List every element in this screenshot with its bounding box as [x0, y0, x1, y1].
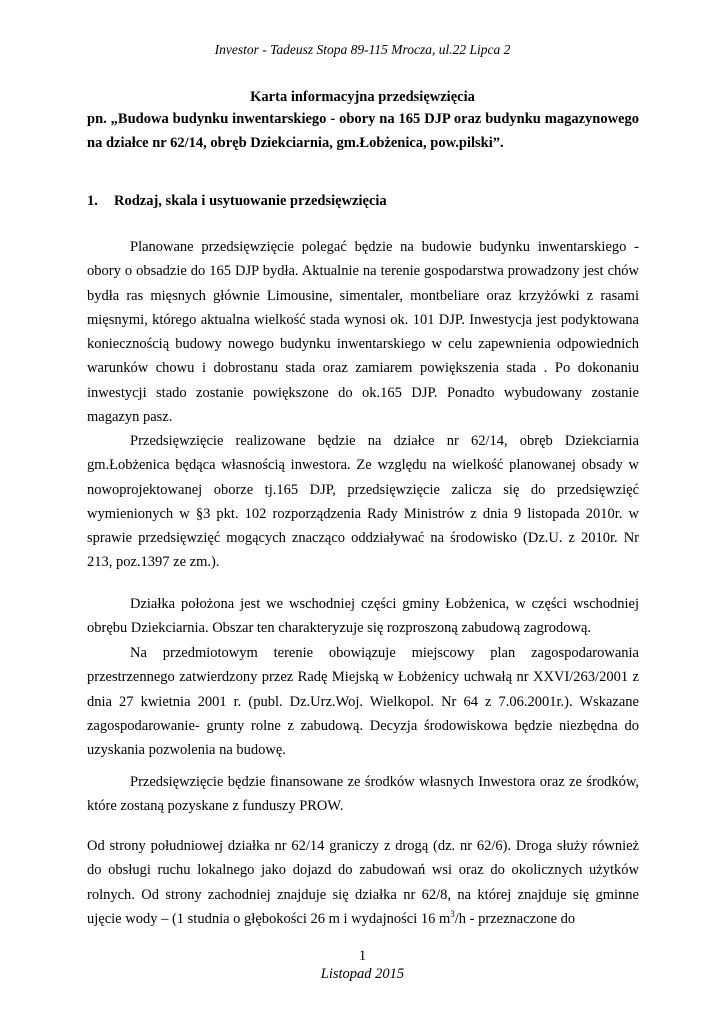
paragraph-surroundings: [87, 834, 639, 931]
document-subtitle: pn. „Budowa budynku inwentarskiego - obory na 165 DJP oraz budynku magazynowego na działce nr 62/14, obręb Dziekciarnia, gm.Łobżenica, pow.pilski”.: [87, 111, 639, 151]
paragraph-funding: Przedsięwzięcie będzie finansowane ze środków własnych Inwestora oraz ze środków, które zostaną pozyskane z funduszy PROW.: [87, 774, 639, 815]
paragraph-plot: Działka położona jest we wschodniej części gminy Łobżenica, w części wschodniej obrębu Dziekciarnia. Obszar ten charakteryzuje się rozproszoną zabudową zagrodową.: [87, 596, 639, 637]
page-header: Investor - Tadeusz Stopa 89-115 Mrocza, ul.22 Lipca 2: [214, 42, 511, 57]
paragraph-location: Przedsięwzięcie realizowane będzie na działce nr 62/14, obręb Dziekciarnia gm.Łobżenica będąca własnością inwestora. Ze względu na wielkość planowanej obsady w nowoprojektowanej oborze tj.165 DJP, przedsięwzięcie zalicza się do przedsięwzięć wymienionych w §3 pkt. 102 rozporządzenia Rady Ministrów z dnia 9 listopada 2010r. w sprawie przedsięwzięć mogących znacząco oddziaływać na środowisko (Dz.U. z 2010r. Nr 213, poz.1397 ze zm.).: [87, 433, 639, 571]
paragraph-surroundings-text: Od strony południowej działka nr 62/14 graniczy z drogą (dz. nr 62/6). Droga służy również do obsługi ruchu lokalnego jako dojazd do zabudowań wsi oraz do okolicznych użytków rolnych. Od strony zachodniej znajduje się działka nr 62/8, na której znajduje się gminne ujęcie wody – (1 studnia o głębokości 26 m i wydajności 16 m: [87, 838, 639, 927]
document-title: Karta informacyjna przedsięwzięcia: [250, 89, 475, 105]
paragraph-description: Planowane przedsięwzięcie polegać będzie na budowie budynku inwentarskiego - obory o obsadzie do 165 DJP bydła. Aktualnie na terenie gospodarstwa prowadzony jest chów bydła ras mięsnych głównie Limousine, simentaler, montbeliare oraz krzyżówki z rasami mięsnymi, którego aktualna wielkość stada wynosi ok. 101 DJP. Inwestycja jest podyktowana koniecznością budowy nowego budynku inwentarskiego w celu zapewnienia odpowiednich warunków chowu i dobrostanu stada oraz zamiarem powiększenia stada . Po dokonaniu inwestycji stado zostanie powiększone do ok.165 DJP. Ponadto wybudowany zostanie magazyn pasz.: [87, 239, 639, 426]
section-heading: [87, 193, 387, 210]
footer-date: Listopad 2015: [320, 966, 405, 982]
page-number: 1: [358, 948, 367, 964]
section-title: Rodzaj, skala i usytuowanie przedsięwzięcia: [114, 193, 387, 209]
paragraph-zoning: Na przedmiotowym terenie obowiązuje miejscowy plan zagospodarowania przestrzennego zatwierdzony przez Radę Miejską w Łobżenicy uchwałą nr XXVI/263/2001 z dnia 27 kwietnia 2001 r. (publ. Dz.Urz.Woj. Wielkopol. Nr 64 z 7.06.2001r.). Wskazane zagospodarowanie- grunty rolne z zabudową. Decyzja środowiskowa będzie niezbędna do uzyskania pozwolenia na budowę.: [87, 645, 639, 759]
section-number: 1.: [87, 193, 98, 209]
superscript: 3: [450, 909, 455, 920]
paragraph-surroundings-tail: /h - przeznaczone do: [454, 910, 576, 927]
